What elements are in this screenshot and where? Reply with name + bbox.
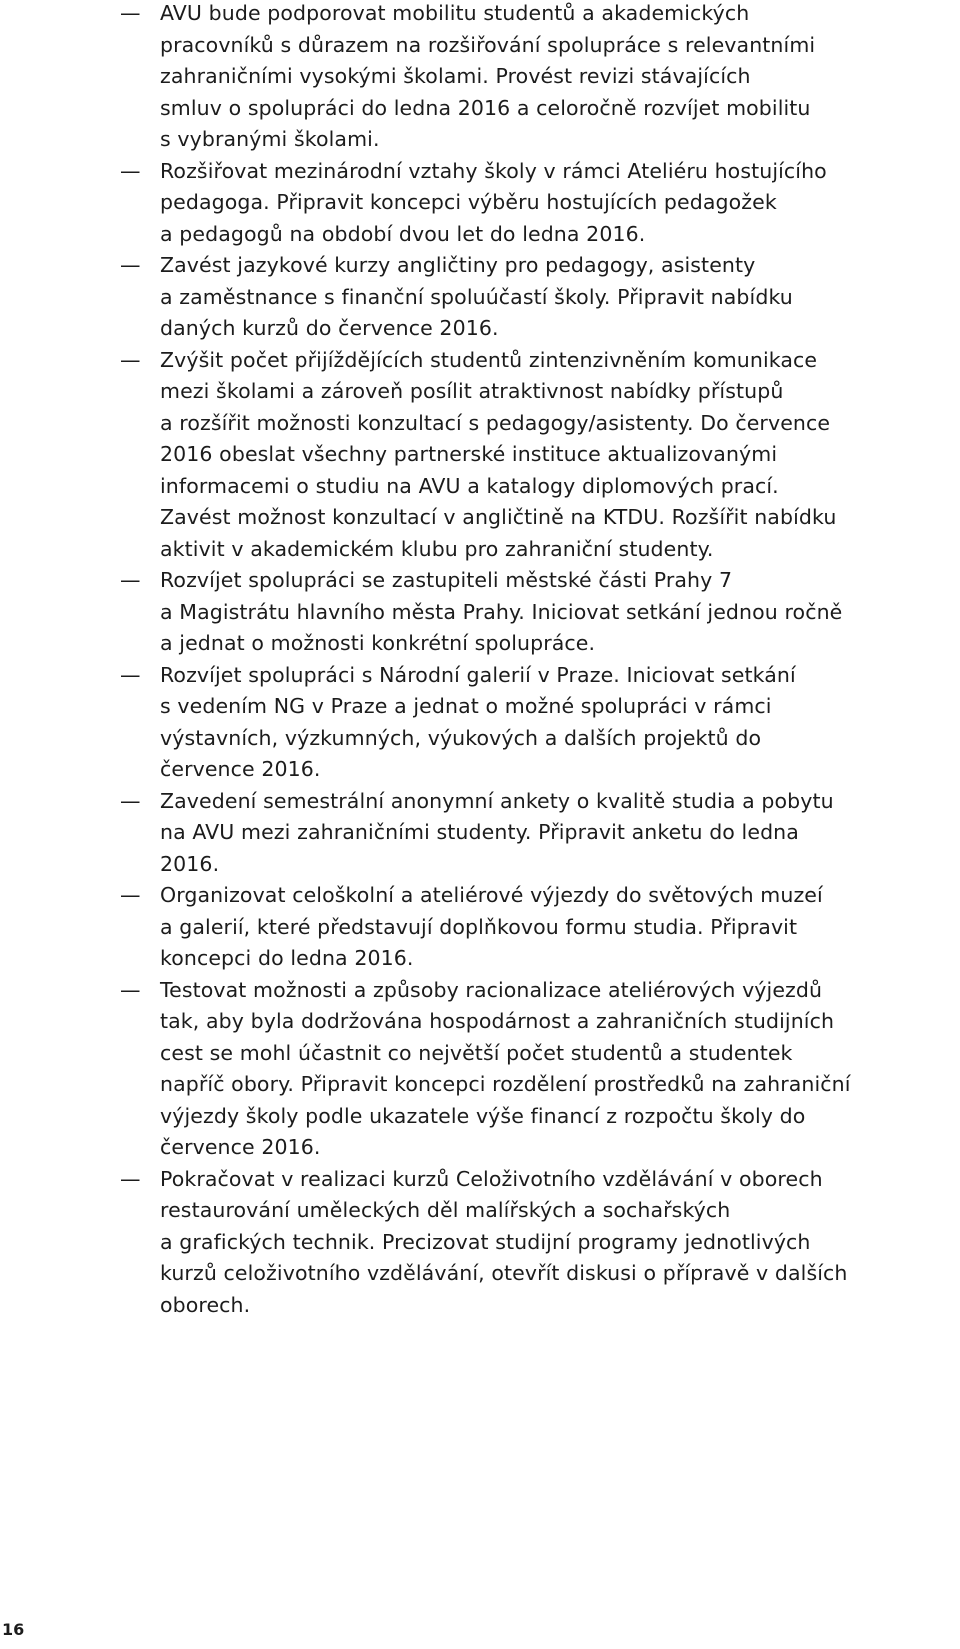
text-line: zahraničními vysokými školami. Provést revizi stávajících [160,64,751,88]
text-line: restaurování uměleckých děl malířských a sochařských [160,1198,731,1222]
text-line: Zavedení semestrální anonymní ankety o kvalitě studia a pobytu [160,788,834,813]
text-line: a Magistrátu hlavního města Prahy. Iniciovat setkání jednou ročně [160,599,843,624]
bullet-list [120,0,960,1321]
bullet-dash: — [120,788,141,813]
text-line: s vedením NG v Praze a jednat o možné spolupráci v rámci [160,694,772,718]
bullet-dash: — [120,568,141,592]
text-line: tak, aby byla dodržována hospodárnost a zahraničních studijních [160,1009,835,1033]
list-item [120,1164,960,1322]
bullet-dash: — [120,662,141,687]
list-item [120,660,960,786]
list-item [120,975,960,1164]
list-item [120,156,960,251]
text-line: a galerií, které představují doplňkovou formu studia. Připravit [160,914,798,939]
text-line: koncepci do ledna 2016. [160,946,414,970]
list-item [120,250,960,345]
text-line: smluv o spolupráci do ledna 2016 a celoročně rozvíjet mobilitu [160,95,811,120]
text-line: Zvýšit počet přijíždějících studentů zintenzivněním komunikace [160,347,818,372]
text-line: AVU bude podporovat mobilitu studentů a akademických [160,1,750,25]
bullet-dash: — [120,1166,141,1191]
list-item [120,565,960,660]
text-line: oborech. [160,1292,251,1317]
text-line: července 2016. [160,757,321,781]
text-line: 2016. [160,851,220,876]
text-line: Zavést jazykové kurzy angličtiny pro pedagogy, asistenty [160,253,756,277]
bullet-dash: — [120,253,141,277]
bullet-dash: — [120,347,141,372]
list-item [120,880,960,975]
text-line: 2016 obeslat všechny partnerské instituce aktualizovanými [160,442,778,466]
bullet-dash: — [120,158,141,183]
bullet-dash: — [120,883,141,907]
list-item [120,786,960,881]
text-line: mezi školami a zároveň posílit atraktivnost nabídky přístupů [160,379,784,403]
page-number: 16 [2,1620,25,1639]
text-line: Organizovat celoškolní a ateliérové výjezdy do světových muzeí [160,883,823,907]
text-line: Testovat možnosti a způsoby racionalizace ateliérových výjezdů [160,977,823,1002]
page-content [120,0,960,1321]
bullet-dash: — [120,1,141,25]
list-item [120,0,960,156]
text-line: informacemi o studiu na AVU a katalogy diplomových prací. [160,473,779,498]
text-line: července 2016. [160,1135,321,1159]
bullet-dash: — [120,977,141,1002]
text-line: daných kurzů do července 2016. [160,316,499,340]
text-line: výjezdy školy podle ukazatele výše financí z rozpočtu školy do [160,1103,806,1128]
text-line: a rozšířit možnosti konzultací s pedagogy/asistenty. Do července [160,410,831,435]
text-line: pracovníků s důrazem na rozšiřování spolupráce s relevantními [160,32,816,57]
text-line: pedagoga. Připravit koncepci výběru hostujících pedagožek [160,190,777,214]
text-line: a grafických technik. Precizovat studijní programy jednotlivých [160,1229,811,1254]
text-line: aktivit v akademickém klubu pro zahraniční studenty. [160,536,714,561]
text-line: Rozvíjet spolupráci s Národní galerií v Praze. Iniciovat setkání [160,662,796,687]
text-line: na AVU mezi zahraničními studenty. Připravit anketu do ledna [160,820,799,844]
text-line: Rozšiřovat mezinárodní vztahy školy v rámci Ateliéru hostujícího [160,158,827,183]
text-line: Zavést možnost konzultací v angličtině na KTDU. Rozšířit nabídku [160,505,837,529]
text-line: cest se mohl účastnit co největší počet studentů a studentek [160,1040,793,1065]
text-line: a pedagogů na období dvou let do ledna 2016. [160,221,646,246]
text-line: s vybranými školami. [160,127,380,151]
text-line: kurzů celoživotního vzdělávání, otevřít diskusi o přípravě v dalších [160,1261,848,1285]
text-line: výstavních, výzkumných, výukových a dalších projektů do [160,725,762,750]
list-item [120,345,960,566]
text-line: Pokračovat v realizaci kurzů Celoživotního vzdělávání v oborech [160,1166,823,1191]
text-line: Rozvíjet spolupráci se zastupiteli městské části Prahy 7 [160,568,733,592]
text-line: a jednat o možnosti konkrétní spolupráce. [160,631,596,655]
text-line: a zaměstnance s finanční spoluúčastí školy. Připravit nabídku [160,284,793,309]
text-line: napříč obory. Připravit koncepci rozdělení prostředků na zahraniční [160,1072,851,1096]
